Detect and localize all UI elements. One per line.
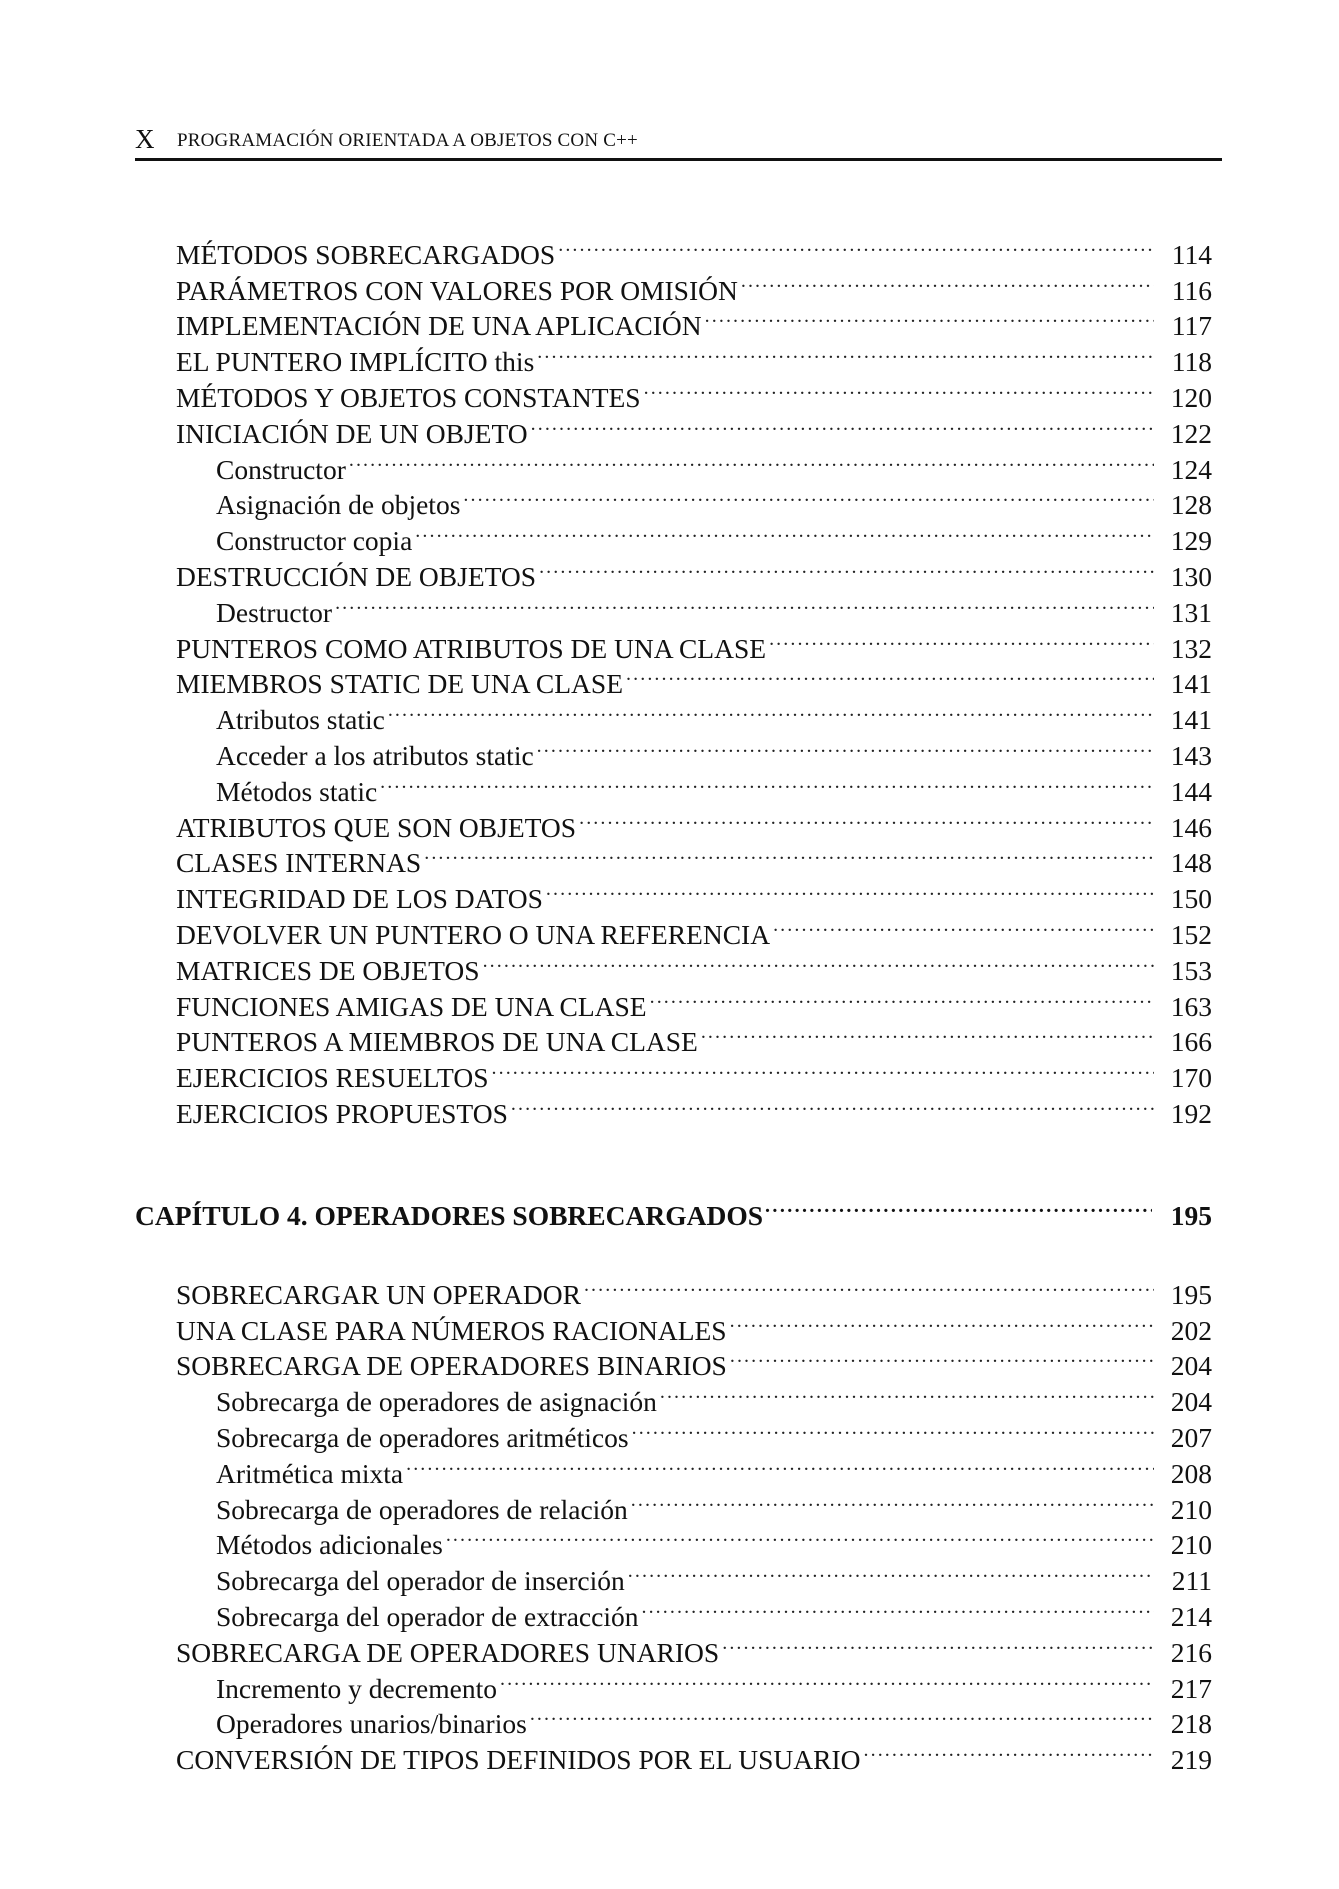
toc-page-number: 211 (1171, 1565, 1212, 1597)
dot-leader (415, 514, 1154, 550)
toc-entry-title: IMPLEMENTACIÓN DE UNA APLICACIÓN (176, 308, 703, 344)
toc-page-number: 152 (1170, 918, 1212, 950)
dot-leader (769, 622, 1154, 658)
toc-page-number: 120 (1170, 381, 1212, 413)
toc-subentry (176, 1590, 1212, 1632)
toc-entry-title: PARÁMETROS CON VALORES POR OMISIÓN (176, 273, 739, 309)
toc-entry-title: Operadores unarios/binarios (216, 1706, 528, 1742)
toc-entry-title: Destructor (216, 595, 333, 631)
toc-subentry (176, 1519, 1212, 1561)
toc-page-number: 144 (1170, 775, 1212, 807)
toc-entry-title: PUNTEROS A MIEMBROS DE UNA CLASE (176, 1024, 699, 1060)
dot-leader (558, 228, 1154, 264)
toc-entry-title: MÉTODOS Y OBJETOS CONSTANTES (176, 380, 642, 416)
toc-entry (176, 801, 1212, 843)
toc-page-number: 208 (1170, 1457, 1212, 1489)
dot-leader (641, 1590, 1154, 1626)
toc-entry (176, 335, 1212, 378)
toc-entry-title: MATRICES DE OBJETOS (176, 953, 481, 989)
dot-leader (531, 407, 1154, 443)
dot-leader (701, 1016, 1154, 1052)
toc-entry-title: MIEMBROS STATIC DE UNA CLASE (176, 666, 624, 702)
toc-entry-title: INTEGRIDAD DE LOS DATOS (176, 881, 544, 917)
toc-page-number: 207 (1170, 1421, 1212, 1453)
toc-page-number: 114 (1171, 238, 1212, 270)
dot-leader (765, 1189, 1152, 1225)
toc-entry (176, 1051, 1212, 1094)
toc-entry (176, 622, 1212, 664)
toc-entry-title: PUNTEROS COMO ATRIBUTOS DE UNA CLASE (176, 631, 767, 667)
toc-entry-title: Sobrecarga del operador de inserción (216, 1563, 626, 1599)
toc-entry-title: CONVERSIÓN DE TIPOS DEFINIDOS POR EL USUARIO (176, 1742, 862, 1778)
dot-leader (380, 765, 1154, 801)
toc-entry-title: EJERCICIOS RESUELTOS (176, 1060, 490, 1096)
dot-leader (705, 300, 1154, 336)
running-title: PROGRAMACIÓN ORIENTADA A OBJETOS CON C++ (177, 130, 638, 151)
toc-entry (176, 371, 1212, 413)
toc-entry-title: ATRIBUTOS QUE SON OBJETOS (176, 810, 577, 846)
dot-leader (335, 586, 1154, 622)
toc-entry-title: DESTRUCCIÓN DE OBJETOS (176, 559, 537, 595)
chapter-page-number: 195 (1170, 1200, 1212, 1231)
dot-leader (660, 1375, 1154, 1411)
toc-entry (176, 407, 1212, 449)
toc-page-number: 131 (1170, 596, 1212, 628)
toc-entry-title: Sobrecarga de operadores de relación (216, 1492, 629, 1528)
toc-entry-title: CLASES INTERNAS (176, 845, 422, 881)
toc-section-chapter-3 (176, 228, 1212, 1129)
toc-page-number: 166 (1170, 1026, 1212, 1058)
toc-entry (176, 837, 1212, 879)
dot-leader (644, 371, 1154, 407)
toc-subentry (176, 586, 1212, 628)
dot-leader (632, 1411, 1154, 1447)
dot-leader (650, 980, 1154, 1016)
dot-leader (446, 1519, 1154, 1555)
toc-entry-title: Asignación de objetos (216, 487, 461, 523)
toc-entry-title: DEVOLVER UN PUNTERO O UNA REFERENCIA (176, 917, 771, 953)
toc-page-number: 204 (1170, 1386, 1212, 1418)
toc-entry-title: SOBRECARGA DE OPERADORES BINARIOS (176, 1348, 728, 1384)
dot-leader (773, 908, 1154, 944)
toc-page-number: 146 (1170, 811, 1212, 843)
toc-page-number: 122 (1170, 417, 1212, 449)
toc-subentry (176, 479, 1212, 521)
toc-entry (176, 908, 1212, 950)
toc-page-number: 143 (1170, 739, 1212, 771)
dot-leader (349, 443, 1154, 479)
toc-subentry (176, 693, 1212, 736)
toc-page-number: 204 (1170, 1350, 1212, 1382)
toc-entry-title: Sobrecarga de operadores aritméticos (216, 1420, 630, 1456)
toc-page-number: 116 (1171, 274, 1212, 306)
toc-entry (176, 658, 1212, 700)
toc-subentry (176, 765, 1212, 807)
toc-entry (176, 1268, 1212, 1310)
toc-entry-title: UNA CLASE PARA NÚMEROS RACIONALES (176, 1313, 728, 1349)
toc-page-number: 129 (1170, 525, 1212, 557)
dot-leader (741, 264, 1154, 300)
toc-entry (176, 550, 1212, 592)
toc-subentry (176, 1447, 1212, 1489)
toc-entry (176, 1626, 1212, 1668)
toc-entry-title: Sobrecarga del operador de extracción (216, 1599, 639, 1635)
toc-page-number: 128 (1170, 489, 1212, 521)
toc-subentry (176, 729, 1212, 771)
toc-page-number: 150 (1170, 883, 1212, 915)
toc-entry-title: FUNCIONES AMIGAS DE UNA CLASE (176, 989, 648, 1025)
toc-entry-title: INICIACIÓN DE UN OBJETO (176, 416, 529, 452)
toc-entry-title: Constructor copia (216, 523, 413, 559)
toc-page-number: 202 (1170, 1314, 1212, 1346)
toc-subentry (176, 1662, 1212, 1704)
toc-page-number: 217 (1170, 1672, 1212, 1704)
toc-entry-title: EJERCICIOS PROPUESTOS (176, 1096, 509, 1132)
toc-entry (176, 1733, 1212, 1776)
toc-entry (176, 228, 1212, 270)
toc-entry-title: Acceder a los atributos static (216, 738, 535, 774)
dot-leader (730, 1304, 1154, 1340)
toc-page-number: 192 (1170, 1097, 1212, 1129)
dot-leader (722, 1626, 1154, 1662)
dot-leader (537, 335, 1154, 371)
toc-subentry (176, 1483, 1212, 1525)
toc-page-number: 141 (1170, 668, 1212, 700)
dot-leader (388, 693, 1154, 729)
toc-entry (176, 980, 1212, 1022)
toc-page-number: 170 (1170, 1062, 1212, 1094)
dot-leader (579, 801, 1154, 837)
toc-entry-title: SOBRECARGAR UN OPERADOR (176, 1277, 582, 1313)
toc-entry (176, 300, 1212, 342)
toc-entry (176, 1016, 1212, 1058)
dot-leader (492, 1051, 1155, 1087)
toc-entry (176, 872, 1212, 915)
dot-leader (424, 837, 1154, 873)
dot-leader (628, 1554, 1154, 1590)
toc-section-chapter-4 (176, 1268, 1212, 1776)
chapter-title: CAPÍTULO 4. OPERADORES SOBRECARGADOS (135, 1200, 764, 1231)
toc-entry-title: Incremento y decremento (216, 1671, 498, 1707)
page-folio: X (135, 124, 155, 154)
toc-page-number: 132 (1170, 632, 1212, 664)
dot-leader (730, 1340, 1154, 1376)
toc-page-number: 163 (1170, 990, 1212, 1022)
toc-entry (176, 264, 1212, 306)
dot-leader (546, 872, 1154, 908)
toc-entry (176, 1304, 1212, 1346)
running-header (135, 120, 1222, 161)
toc-page-number: 141 (1170, 704, 1212, 736)
toc-subentry (176, 443, 1212, 485)
toc-subentry (176, 1698, 1212, 1740)
dot-leader (530, 1698, 1154, 1734)
toc-page-number: 124 (1170, 453, 1212, 485)
dot-leader (626, 658, 1154, 694)
dot-leader (539, 550, 1154, 586)
toc-page-number: 117 (1171, 310, 1212, 342)
toc-entry (176, 1340, 1212, 1382)
toc-chapter-heading (135, 1189, 1212, 1234)
toc-entry-title: Aritmética mixta (216, 1456, 404, 1492)
toc-page-number: 214 (1170, 1600, 1212, 1632)
toc-entry-title: Constructor (216, 452, 347, 488)
toc-entry-title: Métodos static (216, 774, 378, 810)
toc-page-number: 218 (1170, 1708, 1212, 1740)
toc-entry (176, 944, 1212, 986)
dot-leader (511, 1087, 1154, 1123)
toc-page-number: 210 (1170, 1529, 1212, 1561)
toc-page-number: 130 (1170, 560, 1212, 592)
toc-page-number: 219 (1170, 1744, 1212, 1776)
toc-subentry (176, 1411, 1212, 1453)
toc-entry-title: Atributos static (216, 702, 386, 738)
dot-leader (864, 1733, 1155, 1769)
dot-leader (500, 1662, 1154, 1698)
dot-leader (537, 729, 1154, 765)
dot-leader (406, 1447, 1154, 1483)
toc-subentry (176, 1375, 1212, 1418)
toc-page-number: 216 (1170, 1636, 1212, 1668)
dot-leader (584, 1268, 1154, 1304)
toc-page-number: 153 (1170, 954, 1212, 986)
dot-leader (463, 479, 1154, 515)
toc-entry-title: Sobrecarga de operadores de asignación (216, 1384, 658, 1420)
toc-entry-title: SOBRECARGA DE OPERADORES UNARIOS (176, 1635, 720, 1671)
toc-entry (176, 1087, 1212, 1129)
toc-entry-title: EL PUNTERO IMPLÍCITO this (176, 344, 535, 380)
toc-subentry (176, 1554, 1212, 1597)
toc-page-number: 148 (1170, 847, 1212, 879)
toc-page-number: 210 (1170, 1493, 1212, 1525)
toc-entry-title: MÉTODOS SOBRECARGADOS (176, 237, 556, 273)
toc-subentry (176, 514, 1212, 557)
dot-leader (631, 1483, 1154, 1519)
dot-leader (483, 944, 1154, 980)
toc-page-number: 118 (1171, 346, 1212, 378)
toc-entry-title: Métodos adicionales (216, 1527, 444, 1563)
toc-page-number: 195 (1170, 1278, 1212, 1310)
